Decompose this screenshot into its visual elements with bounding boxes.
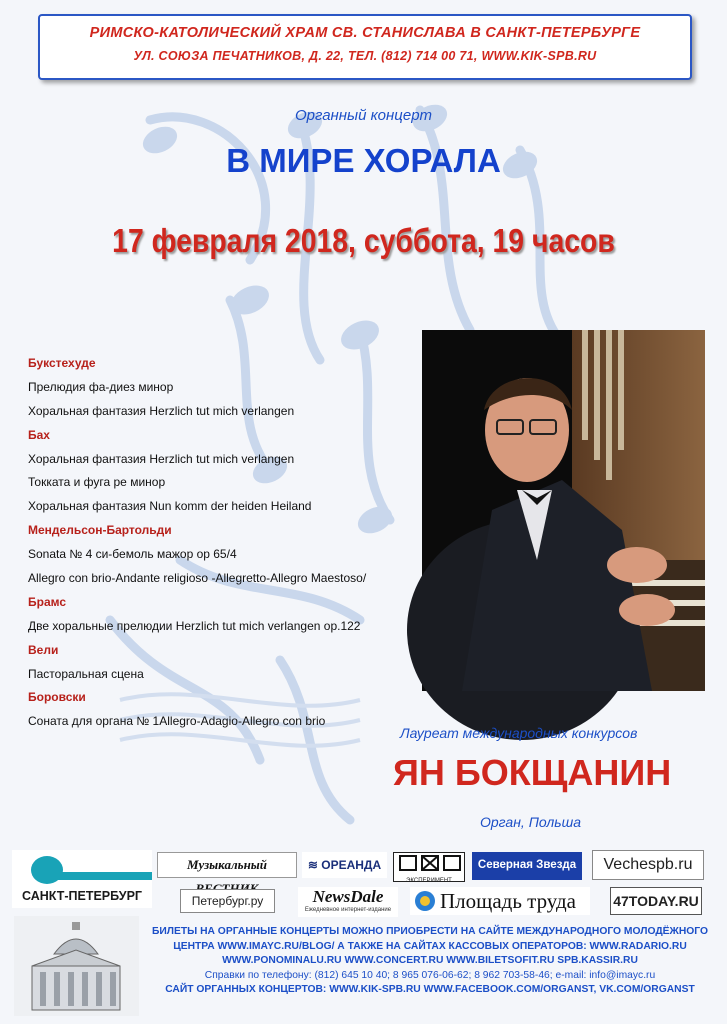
- spb-logo-text: САНКТ-ПЕТЕРБУРГ: [21, 889, 142, 903]
- ploshad-emblem-icon: [414, 890, 436, 912]
- program-composer: Букстехуде: [28, 356, 96, 370]
- laureate-text: Лауреат международных конкурсов: [400, 725, 638, 741]
- newsdale-logo-subtitle: Ежедневное интернет-издание: [304, 907, 392, 913]
- phones-line: Справки по телефону: (812) 645 10 40; 8 965 076-06-62; 8 962 703-58-46; e-mail: info@imayc.ru: [204, 969, 656, 981]
- program-work: Sonata № 4 си-бемоль мажор op 65/4: [28, 547, 237, 562]
- church-header: [38, 14, 692, 80]
- tickets-line-2: ЦЕНТРА WWW.IMAYC.RU/BLOG/ А ТАКЖЕ НА САЙТАХ КАССОВЫХ ОПЕРАТОРОВ: WWW.RADARIO.RU: [173, 940, 687, 952]
- ticket-info: [140, 925, 720, 998]
- performer-name: ЯН БОКЩАНИН: [393, 752, 672, 793]
- peterburg-ru-logo: Петербург.ру: [180, 889, 275, 913]
- experiment-logo: [393, 852, 465, 882]
- concert-kind: Органный концерт: [294, 107, 433, 124]
- oreanda-logo: [302, 852, 387, 878]
- oreanda-logo-text: ОРЕАНДА: [321, 858, 382, 872]
- program-work: Прелюдия фа-диез минор: [28, 379, 174, 394]
- experiment-boxes-icon: [394, 853, 466, 873]
- ploshad-truda-logo: [410, 887, 590, 915]
- program-work: Соната для органа № 1Allegro-Adagio-Allegro con brio: [28, 714, 326, 729]
- program-work: Allegro con brio-Andante religioso -Allegretto-Allegro Maestoso/: [28, 571, 367, 586]
- program-work: Хоральная фантазия Herzlich tut mich verlangen: [28, 403, 295, 418]
- concert-date: 17 февраля 2018, суббота, 19 часов: [112, 222, 615, 259]
- church-address: УЛ. СОЮЗА ПЕЧАТНИКОВ, Д. 22, ТЕЛ. (812) 714 00 71, WWW.KIK-SPB.RU: [133, 49, 597, 63]
- program-composer: Брамс: [28, 594, 67, 609]
- tickets-line-3: WWW.PONOMINALU.RU WWW.CONCERT.RU WWW.BILETSOFIT.RU SPB.KASSIR.RU: [222, 955, 638, 967]
- newsdale-logo: [298, 887, 398, 917]
- church-building-icon: [14, 916, 139, 1016]
- spb-logo: [12, 850, 152, 908]
- program-composer: Вели: [28, 642, 59, 657]
- program-composer: Мендельсон-Бартольди: [28, 523, 172, 538]
- ploshad-logo-text: Площадь труда: [440, 889, 576, 913]
- church-name: РИМСКО-КАТОЛИЧЕСКИЙ ХРАМ СВ. СТАНИСЛАВА В САНКТ-ПЕТЕРБУРГЕ: [89, 25, 641, 41]
- oreanda-wave-icon: ≋: [307, 858, 322, 872]
- performer-photo: [422, 330, 705, 691]
- program-list: [28, 352, 398, 734]
- newsdale-logo-text: NewsDale: [312, 887, 384, 906]
- sites-line: САЙТ ОРГАННЫХ КОНЦЕРТОВ: WWW.KIK-SPB.RU WWW.FACEBOOK.COM/ORGANST, VK.COM/ORGANST: [165, 984, 695, 996]
- program-work: Хоральная фантазия Nun komm der heiden Heiland: [28, 499, 312, 514]
- muz-vestnik-logo: Музыкальный: [157, 852, 297, 878]
- spb-emblem-icon: [12, 850, 152, 890]
- concert-title: В МИРЕ ХОРАЛА: [226, 142, 501, 179]
- severnaya-zvezda-logo: Северная Звезда: [472, 852, 582, 880]
- program-composer: Боровски: [28, 690, 86, 705]
- program-work: Хоральная фантазия Herzlich tut mich verlangen: [28, 451, 295, 466]
- program-composer: Бах: [28, 427, 50, 442]
- program-work: Токката и фуга ре минор: [28, 475, 166, 490]
- program-work: Две хоральные прелюдии Herzlich tut mich verlangen op.122: [28, 618, 361, 633]
- 47today-logo: 47TODAY.RU: [610, 887, 702, 915]
- experiment-logo-text: ЭКСПЕРИМЕНТ: [406, 878, 452, 884]
- veches-logo: Vechespb.ru: [592, 850, 704, 880]
- tickets-line-1: БИЛЕТЫ НА ОРГАННЫЕ КОНЦЕРТЫ МОЖНО ПРИОБРЕСТИ НА САЙТЕ МЕЖДУНАРОДНОГО МОЛОДЁЖНОГО: [151, 926, 709, 937]
- performer-instrument: Орган, Польша: [480, 814, 581, 830]
- program-work: Пасторальная сцена: [28, 666, 144, 681]
